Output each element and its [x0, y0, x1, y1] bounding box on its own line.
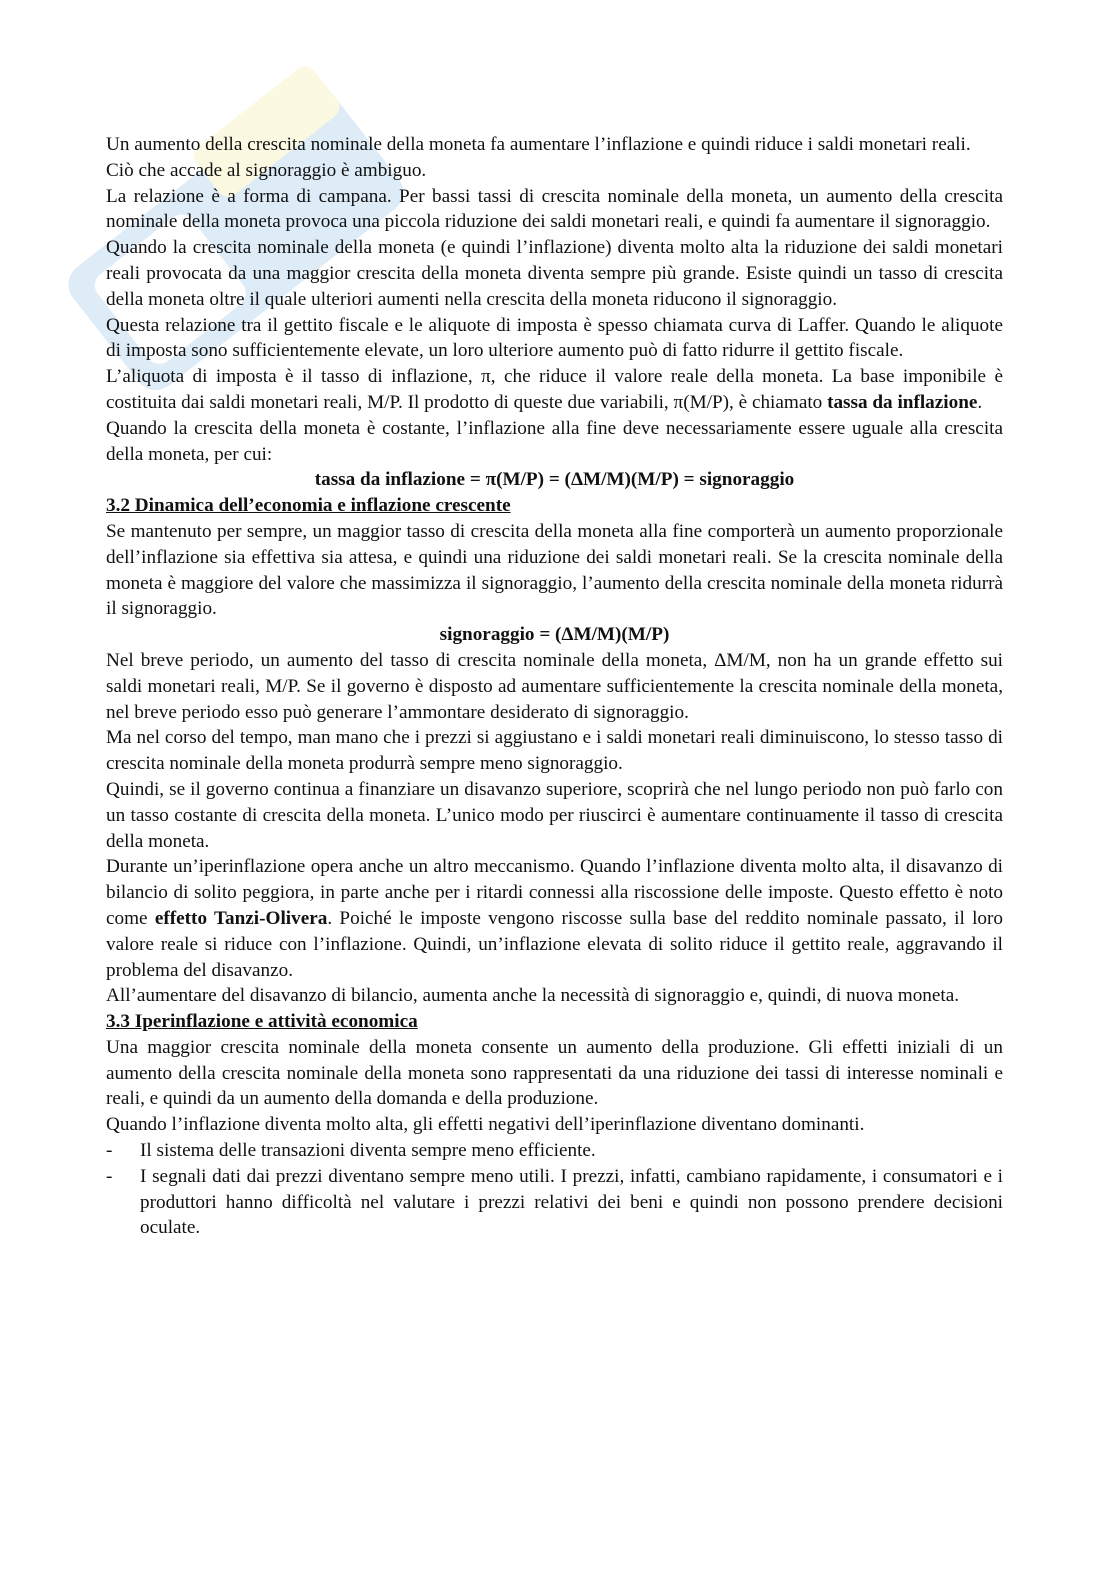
text-run: . Poiché le imposte vengono riscosse sulla base del reddito nominale passato, il loro valore reale si riduce con l’inflazione. Quindi, un’inflazione elevata di solito riduce il gettito reale, aggravando il problema del disavanzo.: [106, 907, 1004, 981]
document-body: [106, 132, 1003, 1241]
paragraph: Ciò che accade al signoraggio è ambiguo.: [106, 159, 427, 181]
bullet-marker: -: [106, 1140, 113, 1162]
paragraph: Quando l’inflazione diventa molto alta, gli effetti negativi dell’iperinflazione diventano dominanti.: [106, 1114, 865, 1136]
paragraph: Se mantenuto per sempre, un maggior tasso di crescita della moneta alla fine comporterà un aumento proporzionale dell’inflazione sia effettiva sia attesa, e quindi una riduzione dei saldi monetari reali. Se la crescita nominale della moneta è maggiore del valore che massimizza il signoraggio, l’aumento della crescita nominale della moneta ridurrà il signoraggio.: [106, 520, 1003, 620]
bold-term: effetto Tanzi-Olivera: [154, 907, 328, 929]
text-run: L’aliquota di imposta è il tasso di inflazione, π, che riduce il valore reale della moneta. La base imponibile è costituita dai saldi monetari reali, M/P. Il prodotto di queste due variabili, π(M/P), è chiamato: [106, 366, 1003, 413]
paragraph: Quando la crescita della moneta è costante, l’inflazione alla fine deve necessariamente essere uguale alla crescita della moneta, per cui:: [106, 417, 1003, 465]
list-item-text: I segnali dati dai prezzi diventano sempre meno utili. I prezzi, infatti, cambiano rapidamente, i consumatori e i produttori hanno difficoltà nel valutare i prezzi relativi dei beni e quindi non possono prendere decisioni oculate.: [140, 1165, 1003, 1239]
paragraph: Questa relazione tra il gettito fiscale e le aliquote di imposta è spesso chiamata curva di Laffer. Quando le aliquote di imposta sono sufficientemente elevate, un loro ulteriore aumento può di fatto ridurre il gettito fiscale.: [106, 314, 1003, 362]
paragraph: La relazione è a forma di campana. Per bassi tassi di crescita nominale della moneta, un aumento della crescita nominale della moneta provoca una piccola riduzione dei saldi monetari reali, e quindi fa aumentare il signoraggio.: [106, 185, 1003, 233]
formula: tassa da inflazione = π(M/P) = (ΔM/M)(M/P) = signoraggio: [314, 469, 795, 491]
list-item: [106, 1138, 1003, 1164]
paragraph: Un aumento della crescita nominale della moneta fa aumentare l’inflazione e quindi riduce i saldi monetari reali.: [106, 134, 971, 155]
list-item: [106, 1164, 1003, 1241]
paragraph: Quando la crescita nominale della moneta (e quindi l’inflazione) diventa molto alta la riduzione dei saldi monetari reali provocata da una maggior crescita della moneta diventa sempre più grande. Esiste quindi un tasso di crescita della moneta oltre il quale ulteriori aumenti nella crescita della moneta riducono il signoraggio.: [106, 237, 1003, 310]
list-item-text: Il sistema delle transazioni diventa sempre meno efficiente.: [140, 1140, 596, 1162]
formula: signoraggio = (ΔM/M)(M/P): [439, 624, 670, 646]
paragraph: Una maggior crescita nominale della moneta consente un aumento della produzione. Gli effetti iniziali di un aumento della crescita nominale della moneta sono rappresentati da una riduzione dei tassi di interesse nominali e reali, e quindi da un aumento della domanda e della produzione.: [106, 1036, 1003, 1110]
paragraph: Quindi, se il governo continua a finanziare un disavanzo superiore, scoprirà che nel lungo periodo non può farlo con un tasso costante di crescita della moneta. L’unico modo per riuscirci è aumentare continuamente il tasso di crescita della moneta.: [106, 778, 1003, 852]
text-run: Durante un’iperinflazione opera anche un altro meccanismo. Quando l’inflazione diventa molto alta, il disavanzo di bilancio di solito peggiora, in parte anche per i ritardi connessi alla riscossione delle imposte. Questo effetto è noto come: [106, 856, 1003, 929]
bold-term: tassa da inflazione: [827, 391, 978, 413]
paragraph: All’aumentare del disavanzo di bilancio, aumenta anche la necessità di signoraggio e, quindi, di nuova moneta.: [106, 985, 960, 1007]
section-heading: 3.3 Iperinflazione e attività economica: [106, 1011, 418, 1033]
paragraph: [106, 854, 1003, 983]
section-heading: 3.2 Dinamica dell’economia e inflazione crescente: [106, 495, 511, 517]
paragraph: Ma nel corso del tempo, man mano che i prezzi si aggiustano e i saldi monetari reali diminuiscono, lo stesso tasso di crescita nominale della moneta produrrà sempre meno signoraggio.: [106, 727, 1003, 775]
paragraph: Nel breve periodo, un aumento del tasso di crescita nominale della moneta, ΔM/M, non ha un grande effetto sui saldi monetari reali, M/P. Se il governo è disposto ad aumentare sufficientemente la crescita nominale della moneta, nel breve periodo esso può generare l’ammontare desiderato di signoraggio.: [106, 649, 1003, 723]
paragraph: [106, 364, 1003, 416]
bullet-marker: -: [106, 1165, 113, 1187]
text-run: .: [977, 391, 983, 413]
